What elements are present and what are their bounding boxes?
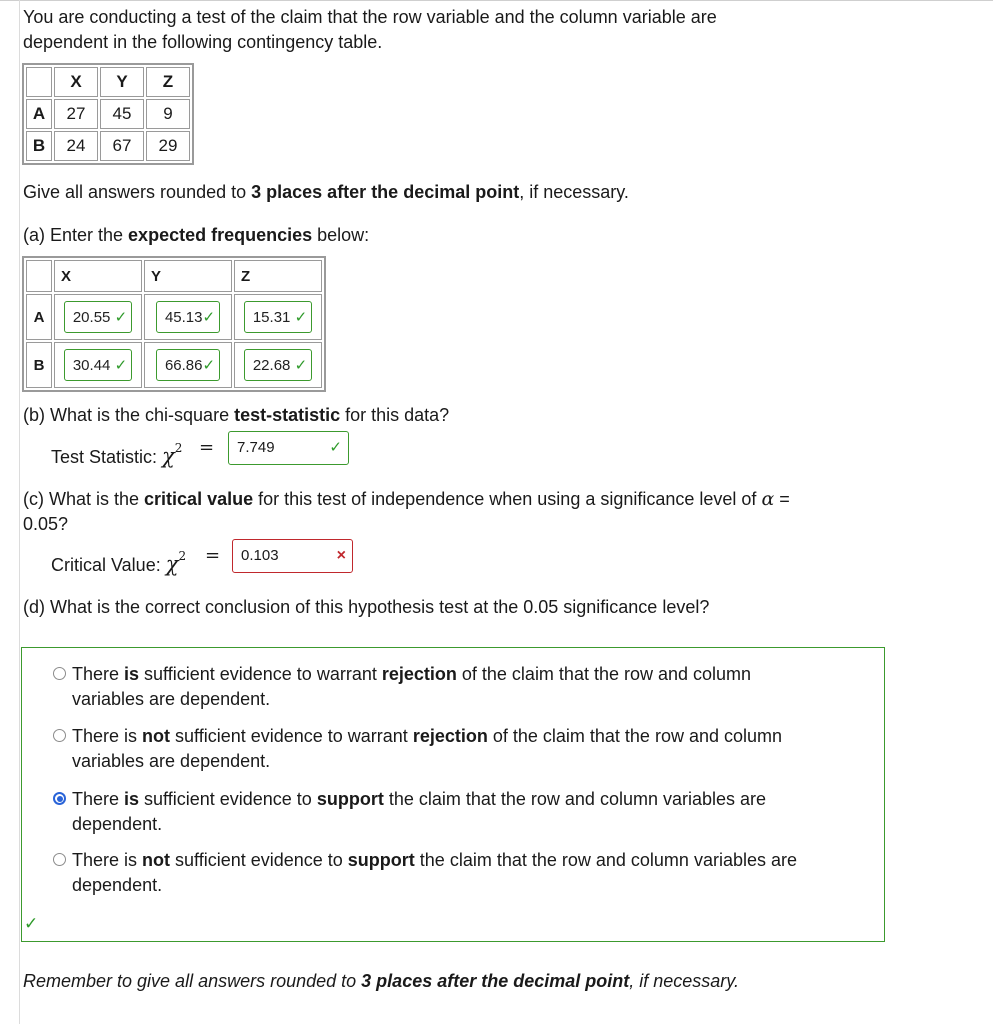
check-icon: ✓: [24, 914, 39, 933]
conclusion-options: There is sufficient evidence to warrant rejection of the claim that the row and column variables are dependent. There is not sufficient evidence to warrant rejection of the claim that the row and column variables are dependent. There is sufficient evidence to support the claim that the row and column variables are dependent. There is not sufficient evidence to support the claim that the row and column variables are dependent. ✓: [21, 647, 885, 942]
rounding-instruction: Give all answers rounded to 3 places after the decimal point, if necessary.: [23, 182, 629, 202]
expected-a-z-input[interactable]: 15.31 ✓: [244, 301, 312, 333]
critical-value-input[interactable]: 0.103 ×: [232, 539, 353, 573]
test-statistic-input[interactable]: 7.749 ✓: [228, 431, 349, 465]
part-a-question: (a) Enter the expected frequencies below:: [23, 225, 370, 245]
expected-b-z-input[interactable]: 22.68 ✓: [244, 349, 312, 381]
cross-icon: ×: [336, 547, 346, 564]
reminder-text: Remember to give all answers rounded to 3 places after the decimal point, if necessary.: [23, 971, 739, 991]
cell-a-y: 45: [100, 99, 144, 129]
row-header-a: A: [26, 294, 52, 340]
check-icon: ✓: [114, 357, 128, 374]
cell-a-y: [144, 294, 232, 340]
cell-a-x: 27: [54, 99, 98, 129]
col-header-y: Y: [100, 67, 144, 97]
check-icon: ✓: [202, 309, 216, 326]
row-header-b: B: [26, 342, 52, 388]
cell-a-z: 9: [146, 99, 190, 129]
corner-cell: [26, 67, 52, 97]
check-icon: ✓: [294, 309, 308, 326]
radio-button[interactable]: [53, 667, 66, 680]
equals-sign: =: [199, 437, 215, 458]
radio-button[interactable]: [53, 853, 66, 866]
test-statistic-label: Test Statistic: $\chi^2$: [51, 441, 183, 468]
cell-b-x: [54, 342, 142, 388]
row-header-a: A: [26, 99, 52, 129]
expected-a-x-input[interactable]: 20.55 ✓: [64, 301, 132, 333]
cell-a-x: [54, 294, 142, 340]
critical-value-label: Critical Value: $\chi^2$: [51, 549, 187, 576]
radio-button-selected[interactable]: [53, 792, 66, 805]
top-divider: [0, 0, 993, 1]
check-icon: ✓: [114, 309, 128, 326]
check-icon: ✓: [294, 357, 308, 374]
col-header-y: Y: [144, 260, 232, 292]
cell-b-z: 29: [146, 131, 190, 161]
col-header-z: Z: [234, 260, 322, 292]
radio-button[interactable]: [53, 729, 66, 742]
alpha-symbol: α: [761, 488, 775, 510]
chi-symbol: χ: [162, 444, 175, 468]
row-header-b: B: [26, 131, 52, 161]
chi-symbol: χ: [165, 552, 179, 576]
expected-b-y-input[interactable]: 66.86✓: [156, 349, 220, 381]
part-c-question: (c) What is the critical value for this test of independence when using a significance level of α = 0.05?: [23, 488, 790, 534]
part-d-question: (d) What is the correct conclusion of this hypothesis test at the 0.05 significance level?: [23, 597, 710, 617]
col-header-z: Z: [146, 67, 190, 97]
expected-a-y-input[interactable]: 45.13✓: [156, 301, 220, 333]
check-icon: ✓: [202, 357, 216, 374]
left-divider: [19, 0, 20, 1024]
cell-b-y: 67: [100, 131, 144, 161]
cell-a-z: [234, 294, 322, 340]
cell-b-z: [234, 342, 322, 388]
expected-frequency-table: [22, 256, 326, 392]
expected-b-x-input[interactable]: 30.44 ✓: [64, 349, 132, 381]
col-header-x: X: [54, 67, 98, 97]
cell-b-y: [144, 342, 232, 388]
contingency-table: [22, 63, 194, 165]
equals-sign: =: [205, 545, 221, 566]
part-b-question: (b) What is the chi-square test-statistic for this data?: [23, 405, 450, 425]
col-header-x: X: [54, 260, 142, 292]
check-icon: ✓: [329, 439, 342, 456]
cell-b-x: 24: [54, 131, 98, 161]
intro-text: You are conducting a test of the claim that the row variable and the column variable are dependent in the following contingency table.: [23, 7, 717, 52]
corner-cell: [26, 260, 52, 292]
